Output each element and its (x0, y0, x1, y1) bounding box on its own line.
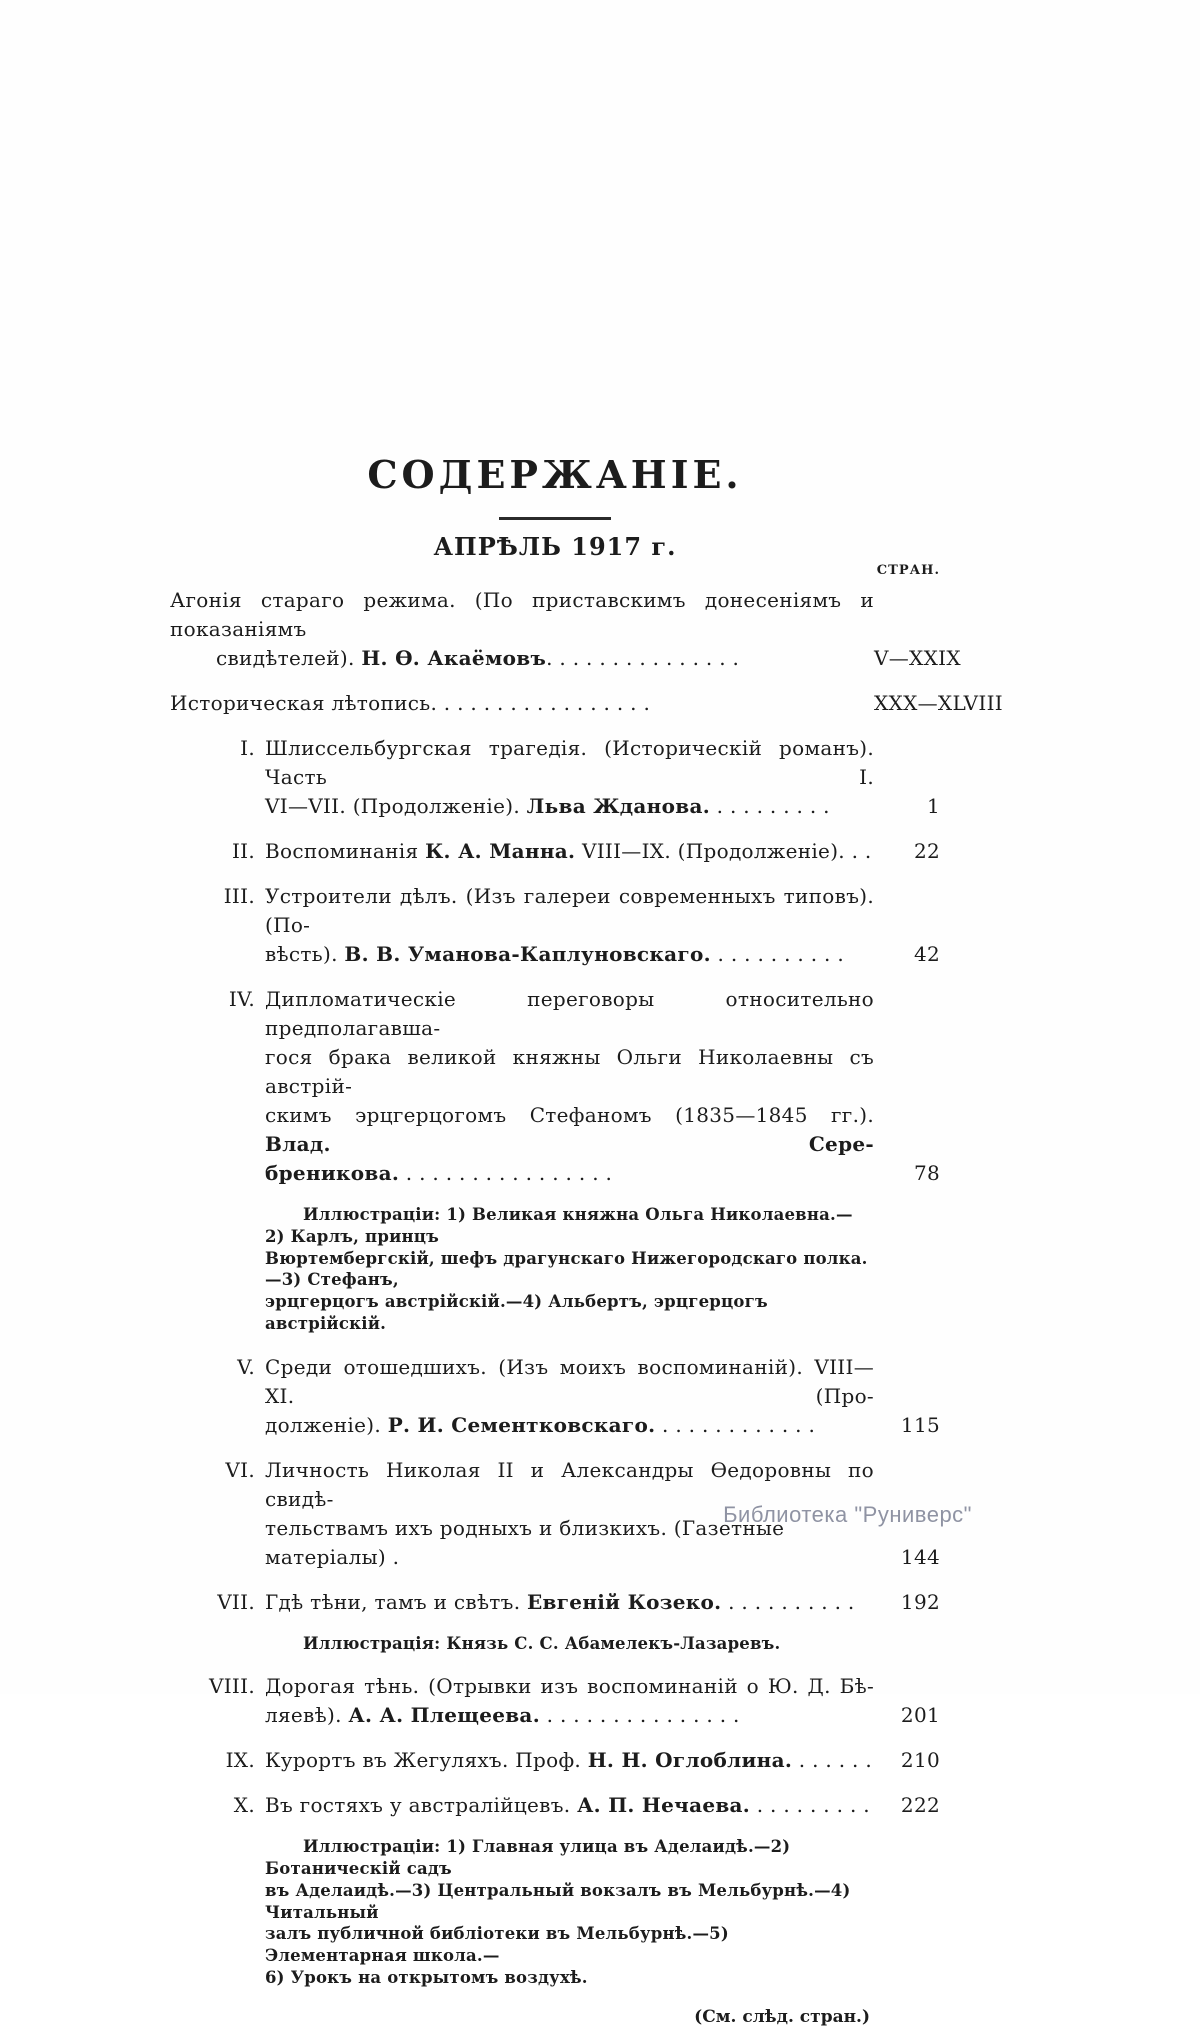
entry-text: Въ гостяхъ у австралійцевъ. (265, 1793, 578, 1818)
entry-numeral: X. (233, 1793, 255, 1818)
entry-text: свидѣтелей). (216, 646, 362, 670)
entry-line (265, 792, 874, 821)
entry-page-number: 222 (900, 1793, 940, 1818)
toc-front-item (170, 689, 1004, 718)
entry-text: Воспоминанія (265, 839, 426, 863)
entry-numeral: II. (231, 839, 255, 863)
entry-text: Курортъ въ Жегуляхъ. Проф. (265, 1748, 588, 1773)
illustration-note (265, 1204, 870, 1335)
entry-text: . . . . . . . . . . . . (655, 1412, 816, 1437)
toc-entry-row (170, 837, 940, 866)
entry-numeral: V. (237, 1354, 255, 1379)
watermark: Библиотека "Руниверс" (723, 1502, 972, 1527)
entry-text: Агонія стараго режима. (По приставскимъ донесеніямъ и показаніямъ (170, 588, 874, 641)
entry-text: . . . . . . . . . (750, 1793, 870, 1818)
entry-line (265, 837, 874, 866)
toc-entry-row (170, 882, 940, 969)
entry-line (265, 940, 874, 969)
toc-entry-row (170, 1353, 940, 1440)
entry-page-number: 201 (900, 1703, 940, 1728)
entry-text: . . . . . . . . . . . . . . . (546, 646, 740, 670)
author-name: К. А. Манна. (425, 839, 576, 863)
author-name: А. А. Плещеева. (348, 1703, 540, 1728)
entry-line (265, 985, 874, 1043)
table-of-contents (170, 452, 1004, 2027)
entry-page-number: 22 (913, 839, 940, 863)
page-column-label: СТРАН. (876, 563, 940, 578)
entry-page-number: V—XXIX (874, 646, 961, 670)
entry-line (265, 1353, 874, 1411)
entry-page-number: 192 (900, 1589, 940, 1614)
entry-body (170, 689, 874, 718)
entry-numeral: IX. (225, 1748, 255, 1773)
entry-body (265, 1791, 874, 1820)
entry-page-number: 210 (900, 1748, 940, 1773)
entry-text: Дипломатическіе переговоры относительно предполагавша- (265, 987, 874, 1040)
entry-line (265, 1746, 874, 1775)
entry-page-number: 115 (900, 1412, 940, 1437)
toc-entry (170, 1588, 940, 1655)
entry-text: . . . . . . . . . (709, 794, 830, 818)
author-name: Н. Н. Оглоблина. (587, 1748, 793, 1773)
title-rule (499, 517, 611, 520)
toc-entry-row (170, 985, 940, 1188)
illustration-line: Иллюстраціи: 1) Главная улица въ Аделаидѣ.—2) Ботаническій садъ (265, 1837, 791, 1879)
toc-entry-row (170, 1746, 940, 1775)
toc-entry-row (170, 1791, 940, 1820)
entry-text: . . . . . . . . . . (721, 1589, 855, 1614)
entry-text: долженіе). (265, 1412, 388, 1437)
entry-page-number: 42 (913, 942, 940, 966)
author-name: Влад. Сере- (265, 1132, 874, 1156)
entry-body (265, 1353, 874, 1440)
illustration-line: залъ публичной библіотеки въ Мельбурнѣ.—5) Элементарная школа.— (265, 1924, 729, 1966)
entry-text: Устроители дѣлъ. (Изъ галереи современныхъ типовъ). (По- (265, 884, 874, 937)
entry-text: VI—VII. (Продолженіе). (265, 794, 527, 818)
entry-line (170, 689, 874, 718)
entry-line (265, 1791, 874, 1820)
author-name: бреникова. (265, 1161, 400, 1185)
entry-text: . . . . . . (792, 1748, 873, 1773)
illustration-line: Вюртембергскій, шефъ драгунскаго Нижегородскаго полка.—3) Стефанъ, (265, 1248, 868, 1290)
entry-text: Личность Николая II и Александры Ѳедоровны по свидѣ- (265, 1457, 874, 1511)
entry-line (265, 1411, 874, 1440)
entry-text: Историческая лѣтопись. . . . . . . . . . . . . . . . . (170, 691, 651, 715)
entry-numeral: VI. (225, 1457, 255, 1482)
entry-text: скимъ эрцгерцогомъ Стефаномъ (1835—1845 гг.). (265, 1103, 874, 1127)
entry-line (265, 734, 874, 792)
entry-numeral: VII. (217, 1589, 255, 1614)
illustration-line: эрцгерцогъ австрійскій.—4) Альбертъ, эрцгерцогъ австрійскій. (265, 1292, 768, 1333)
entry-numeral: IV. (228, 987, 255, 1011)
entry-body (265, 882, 874, 969)
entry-text: . . . . . . . . . . . . . . . . (399, 1161, 613, 1185)
entry-line (265, 1672, 874, 1701)
author-name: Льва Жданова. (526, 794, 710, 818)
entry-body (265, 1588, 874, 1617)
author-name: Н. Ѳ. Акаёмовъ (361, 646, 547, 670)
illustration-line: въ Аделаидѣ.—3) Центральный вокзалъ въ Мельбурнѣ.—4) Читальный (265, 1880, 851, 1922)
entry-line (265, 882, 874, 940)
illustration-note (265, 1633, 870, 1655)
toc-entry (170, 734, 940, 821)
entry-text: тельствамъ ихъ родныхъ и близкихъ. (Газетные матеріалы) . (265, 1515, 785, 1569)
footer-note: (См. слѣд. стран.) (694, 2006, 870, 2027)
entry-line (265, 1701, 874, 1730)
entry-page-number: 78 (913, 1161, 940, 1185)
entry-page-number: 1 (926, 794, 940, 818)
entry-text: Дорогая тѣнь. (Отрывки изъ воспоминаній о Ю. Д. Бѣ- (265, 1674, 874, 1699)
illustration-note (265, 1836, 870, 1988)
entry-body (265, 985, 874, 1188)
toc-entry-row (170, 1672, 940, 1730)
toc-front-item (170, 586, 961, 673)
entry-numeral: III. (223, 884, 255, 908)
entry-page-number: XXX—XLVIII (874, 691, 1004, 715)
issue-heading: АПРѢЛЬ 1917 г. (433, 532, 677, 561)
entry-text: Гдѣ тѣни, тамъ и свѣтъ. (265, 1589, 528, 1614)
entry-numeral: I. (240, 736, 255, 760)
toc-entry-row (170, 1588, 940, 1617)
entry-text: VIII—IX. (Продолженіе). . . (575, 839, 872, 863)
toc-entry (170, 1353, 940, 1440)
entry-text: Среди отошедшихъ. (Изъ моихъ воспоминаній). VIII—XI. (Про- (265, 1354, 874, 1408)
entry-body (265, 1672, 874, 1730)
toc-entry (170, 882, 940, 969)
entry-body (170, 586, 874, 673)
entry-line (170, 644, 874, 673)
author-name: А. П. Нечаева. (577, 1793, 751, 1818)
entry-text: ляевѣ). (265, 1703, 349, 1728)
entry-list (170, 734, 940, 1989)
entry-body (265, 734, 874, 821)
illustration-line: Иллюстрація: Князь С. С. Абамелекъ-Лазаревъ. (303, 1633, 781, 1653)
entry-text: . . . . . . . . . . . . . . . (539, 1703, 740, 1728)
page-title: СОДЕРЖАНІЕ. (367, 452, 743, 497)
toc-entry (170, 1746, 940, 1775)
entry-line (170, 586, 874, 644)
entry-line (265, 1101, 874, 1159)
entry-page-number: 144 (900, 1544, 940, 1569)
entry-numeral: VIII. (208, 1674, 255, 1699)
illustration-line: 6) Урокъ на открытомъ воздухѣ. (265, 1967, 588, 1987)
front-list (170, 586, 1004, 718)
author-name: В. В. Уманова-Каплуновскаго. (344, 942, 711, 966)
illustration-line: Иллюстраціи: 1) Великая княжна Ольга Николаевна.—2) Карлъ, принцъ (265, 1205, 853, 1246)
toc-entry-row (170, 734, 940, 821)
entry-text: Шлиссельбургская трагедія. (Историческій романъ). Часть I. (265, 736, 874, 789)
entry-line (265, 1159, 874, 1188)
toc-entry (170, 837, 940, 866)
entry-body (265, 1746, 874, 1775)
toc-entry (170, 1672, 940, 1730)
entry-line (265, 1043, 874, 1101)
entry-text: гося брака великой княжны Ольги Николаевны съ австрій- (265, 1045, 874, 1098)
entry-body (265, 837, 874, 866)
entry-line (265, 1588, 874, 1617)
toc-entry (170, 985, 940, 1335)
toc-entry (170, 1791, 940, 1988)
author-name: Р. И. Сементковскаго. (387, 1412, 656, 1437)
author-name: Евгеній Козеко. (527, 1589, 722, 1614)
entry-text: . . . . . . . . . . (710, 942, 845, 966)
entry-text: вѣсть). (265, 942, 345, 966)
